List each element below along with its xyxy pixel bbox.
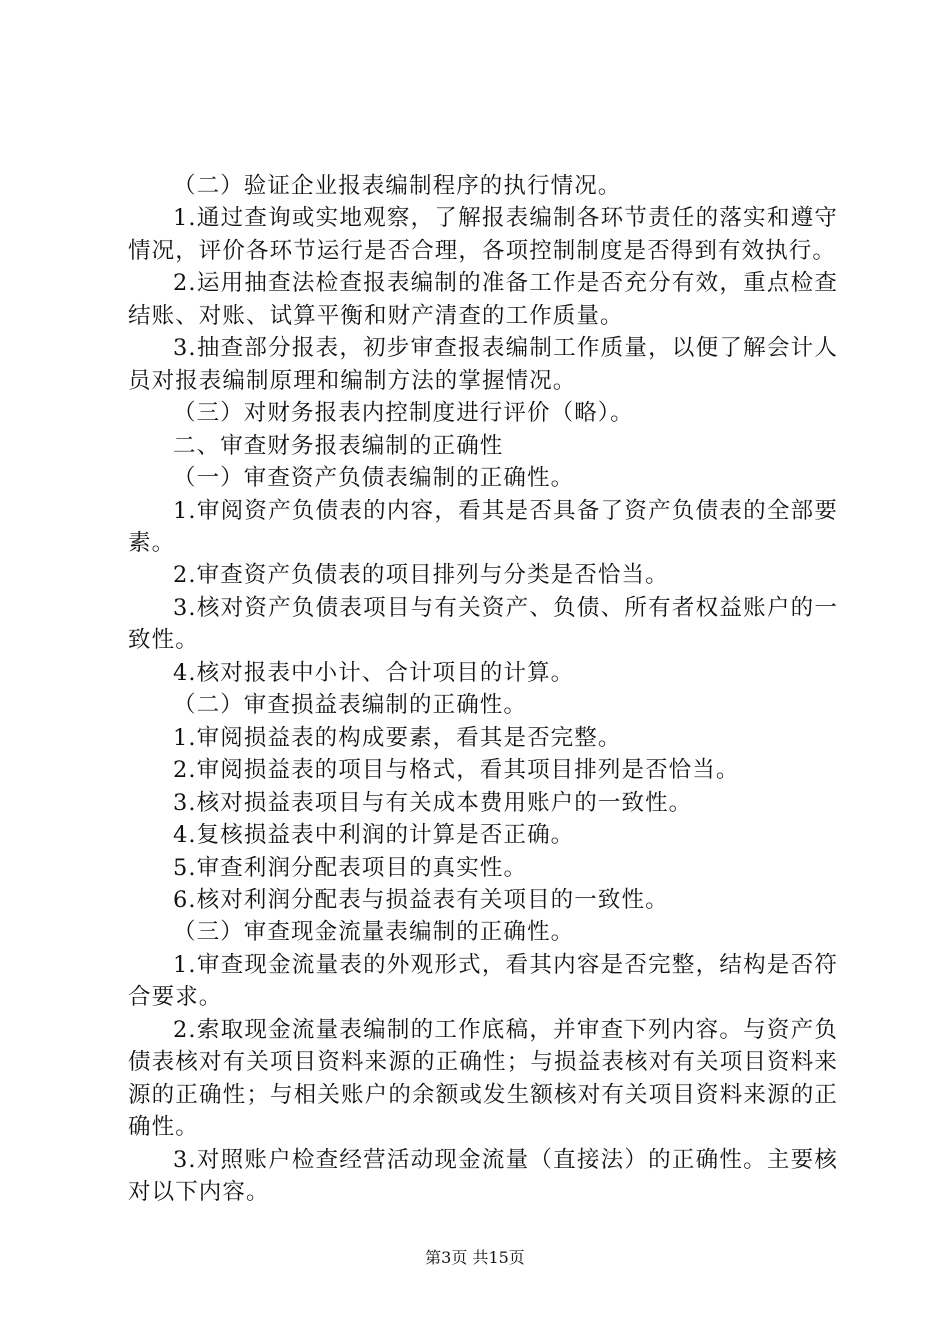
body-text bbox=[128, 170, 838, 1209]
paragraph: 3.抽查部分报表，初步审查报表编制工作质量，以便了解会计人员对报表编制原理和编制方法的掌握情况。 bbox=[128, 335, 838, 394]
section-heading: 二、审查财务报表编制的正确性 bbox=[173, 432, 504, 459]
paragraph: （二）验证企业报表编制程序的执行情况。 bbox=[173, 173, 622, 199]
paragraph: 3.核对资产负债表项目与有关资产、负债、所有者权益账户的一致性。 bbox=[128, 594, 838, 654]
paragraph: （二）审查损益表编制的正确性。 bbox=[173, 692, 528, 719]
paragraph: 5.审查利润分配表项目的真实性。 bbox=[173, 854, 528, 881]
paragraph: 1.通过查询或实地观察，了解报表编制各环节责任的落实和遵守情况，评价各环节运行是否合理，各项控制制度是否得到有效执行。 bbox=[128, 205, 838, 264]
paragraph: 3.核对损益表项目与有关成本费用账户的一致性。 bbox=[173, 789, 693, 816]
paragraph: 2.审查资产负债表的项目排列与分类是否恰当。 bbox=[173, 562, 669, 589]
paragraph: （一）审查资产负债表编制的正确性。 bbox=[173, 465, 575, 492]
paragraph: 4.核对报表中小计、合计项目的计算。 bbox=[173, 659, 575, 686]
paragraph: 4.复核损益表中利润的计算是否正确。 bbox=[173, 822, 575, 849]
paragraph: 1.审阅资产负债表的内容，看其是否具备了资产负债表的全部要素。 bbox=[128, 497, 838, 556]
page-footer: 第3页 共15页 bbox=[425, 1248, 525, 1267]
paragraph: （三）审查现金流量表编制的正确性。 bbox=[173, 919, 575, 946]
paragraph: 1.审阅损益表的构成要素，看其是否完整。 bbox=[173, 724, 622, 751]
paragraph: 2.运用抽查法检查报表编制的准备工作是否充分有效，重点检查结账、对账、试算平衡和财产清查的工作质量。 bbox=[128, 270, 838, 329]
paragraph: （三）对财务报表内控制度进行评价（略）。 bbox=[173, 400, 634, 427]
paragraph: 1.审查现金流量表的外观形式，看其内容是否完整，结构是否符合要求。 bbox=[128, 951, 838, 1011]
paragraph: 3.对照账户检查经营活动现金流量（直接法）的正确性。主要核对以下内容。 bbox=[128, 1146, 838, 1206]
paragraph: 6.核对利润分配表与损益表有关项目的一致性。 bbox=[173, 886, 669, 913]
paragraph: 2.索取现金流量表编制的工作底稿，并审查下列内容。与资产负债表核对有关项目资料来源的正确性；与损益表核对有关项目资料来源的正确性；与相关账户的余额或发生额核对有关项目资料来源的正确性。 bbox=[128, 1016, 838, 1141]
paragraph: 2.审阅损益表的项目与格式，看其项目排列是否恰当。 bbox=[173, 757, 740, 784]
